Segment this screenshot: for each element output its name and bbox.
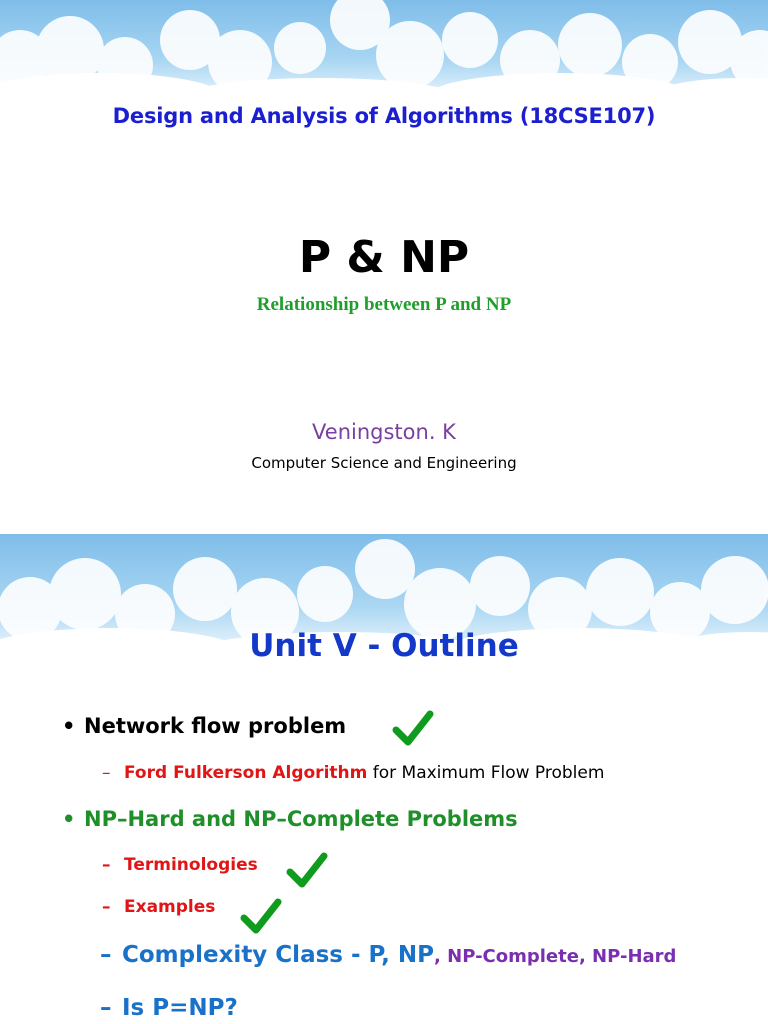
author-name: Veningston. K bbox=[312, 420, 456, 444]
outline-slide bbox=[0, 534, 768, 1024]
list-item-complexity-class bbox=[100, 942, 676, 968]
cloud-background bbox=[0, 0, 768, 110]
list-item-network-flow bbox=[62, 714, 346, 738]
course-title: Design and Analysis of Algorithms (18CSE107) bbox=[112, 104, 656, 128]
dash-marker: – bbox=[100, 995, 112, 1021]
list-item-np-hard-complete bbox=[62, 807, 518, 831]
dash-marker: – bbox=[102, 855, 111, 875]
bullet-marker: • bbox=[62, 807, 76, 831]
outline-title: Unit V - Outline bbox=[249, 628, 519, 664]
item-text: Examples bbox=[124, 897, 216, 917]
item-text: Terminologies bbox=[124, 855, 258, 875]
department: Computer Science and Engineering bbox=[251, 454, 517, 472]
dash-marker: – bbox=[102, 763, 111, 783]
dash-marker: – bbox=[102, 897, 111, 917]
item-highlight: Ford Fulkerson Algorithm bbox=[124, 763, 368, 783]
main-title: P & NP bbox=[298, 232, 470, 283]
list-item-p-equals-np bbox=[100, 995, 238, 1021]
bullet-marker: • bbox=[62, 714, 76, 738]
item-text: NP–Hard and NP–Complete Problems bbox=[84, 807, 518, 831]
subtitle: Relationship between P and NP bbox=[256, 294, 512, 315]
item-text: Network flow problem bbox=[84, 714, 347, 738]
item-extra: , NP-Complete, NP-Hard bbox=[434, 946, 677, 967]
item-text: Complexity Class - P, NP bbox=[122, 942, 435, 968]
dash-marker: – bbox=[100, 942, 112, 968]
item-text: Is P=NP? bbox=[122, 995, 238, 1021]
list-item-ford-fulkerson bbox=[102, 763, 604, 783]
item-text: for Maximum Flow Problem bbox=[367, 763, 605, 783]
checkmark-icon bbox=[240, 898, 282, 936]
checkmark-icon bbox=[392, 710, 434, 748]
list-item-terminologies bbox=[102, 855, 258, 875]
checkmark-icon bbox=[286, 852, 328, 890]
list-item-examples bbox=[102, 897, 215, 917]
